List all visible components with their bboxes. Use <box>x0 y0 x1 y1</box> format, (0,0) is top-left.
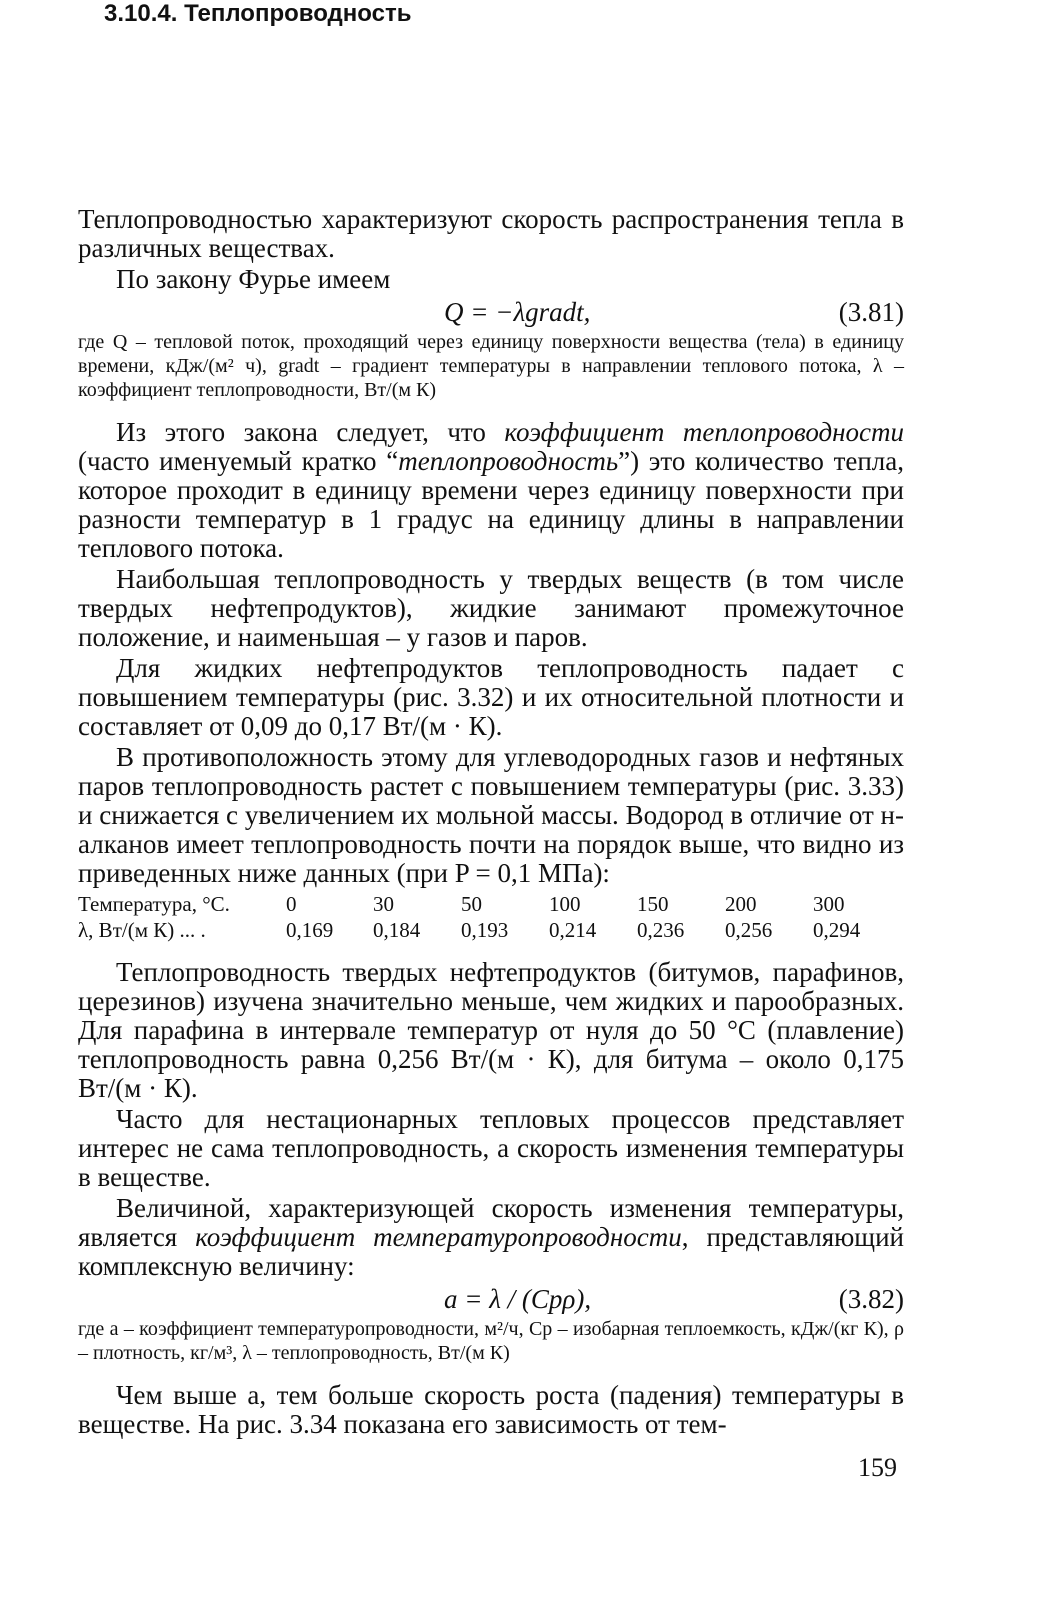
table-cell: 0,294 <box>813 918 861 942</box>
page-body <box>78 205 904 1439</box>
paragraph-liquids: Для жидких нефтепродуктов теплопроводность падает с повышением температуры (рис. 3.32) и их относительной плотности и составляет от 0,09 до 0,17 Вт/(м · К). <box>78 653 904 741</box>
formula-number: (3.81) <box>838 297 904 327</box>
paragraph-nonstationary: Часто для нестационарных тепловых процессов представляет интерес не сама теплопроводность, а скорость изменения температуры в веществе. <box>78 1104 904 1192</box>
row-label: Температура, °С. <box>78 892 230 916</box>
paragraph-solids: Наибольшая теплопроводность у твердых веществ (в том числе твердых нефтепродуктов), жидкие занимают промежуточное положение, и наименьшая – у газов и паров. <box>78 564 904 652</box>
paragraph-fourier: По закону Фурье имеем <box>116 264 391 294</box>
paragraph-diffusivity <box>78 1194 904 1281</box>
table-cell: 300 <box>813 892 845 916</box>
table-cell: 0,236 <box>637 918 685 942</box>
table-cell: 0 <box>286 892 297 916</box>
page-number: 159 <box>858 1453 897 1482</box>
formula-notes: где Q – тепловой поток, проходящий через единицу поверхности вещества (тела) в единицу времени, кДж/(м² ч), gradt – градиент температуры в направлении теплового потока, λ – коэффициент теплопроводности, Вт/(м К) <box>78 331 904 401</box>
table-cell: 100 <box>549 892 581 916</box>
section-title: 3.10.4. Теплопроводность <box>104 0 412 27</box>
table-cell: 0,184 <box>373 918 421 942</box>
text-run: , представляющий комплексную величину: <box>78 1222 904 1281</box>
row-label: λ, Вт/(м К) ... . <box>78 918 206 942</box>
text-run: ”) это количество тепла, которое проходит в единицу времени через единицу поверхности при разности температур в 1 градус на единицу длины в направлении теплового потока. <box>78 446 905 563</box>
table-row <box>78 918 904 944</box>
data-table <box>78 892 904 944</box>
term-italic: теплопроводность <box>398 446 619 476</box>
term-italic: коэффициент теплопроводности <box>504 417 905 447</box>
paragraph-intro: Теплопроводностью характеризуют скорость распространения тепла в различных веществах. <box>78 204 904 263</box>
table-cell: 200 <box>725 892 757 916</box>
table-cell: 30 <box>373 892 394 916</box>
formula-expression: Q = −λgradt, <box>444 297 591 327</box>
formula-expression: a = λ / (Cpρ), <box>444 1284 592 1314</box>
paragraph-definition <box>78 418 904 563</box>
table-cell: 150 <box>637 892 669 916</box>
paragraph-conclusion: Чем выше a, тем больше скорость роста (падения) температуры в веществе. На рис. 3.34 показана его зависимость от тем- <box>78 1380 904 1439</box>
text-run: (часто именуемый кратко “ <box>78 446 399 476</box>
formula-3-82 <box>78 1281 904 1317</box>
table-cell: 50 <box>461 892 482 916</box>
formula-notes: где a – коэффициент температуропроводности, м²/ч, Cp – изобарная теплоемкость, кДж/(кг К), ρ – плотность, кг/м³, λ – теплопроводность, Вт/(м К) <box>78 1318 904 1364</box>
text-run: Величиной, характеризующей скорость изменения температуры, является <box>78 1193 904 1252</box>
table-cell: 0,256 <box>725 918 773 942</box>
text-run: Из этого закона следует, что <box>116 417 505 447</box>
paragraph-solid-products: Теплопроводность твердых нефтепродуктов (битумов, парафинов, церезинов) изучена значительно меньше, чем жидких и парообразных. Для парафина в интервале температур от нуля до 50 °С (плавление) теплопроводность равна 0,256 Вт/(м · К), для битума – около 0,175 Вт/(м · К). <box>78 957 904 1103</box>
formula-3-81 <box>78 294 904 330</box>
table-cell: 0,169 <box>286 918 334 942</box>
term-italic: коэффициент температуропроводности <box>195 1222 682 1252</box>
table-row <box>78 892 904 918</box>
table-cell: 0,214 <box>549 918 597 942</box>
table-cell: 0,193 <box>461 918 509 942</box>
paragraph-gases: В противоположность этому для углеводородных газов и нефтяных паров теплопроводность растет с повышением температуры (рис. 3.33) и снижается с увеличением их мольной массы. Водород в отличие от н-алканов имеет теплопроводность почти на порядок выше, что видно из приведенных ниже данных (при P = 0,1 МПа): <box>78 742 904 888</box>
formula-number: (3.82) <box>838 1284 904 1314</box>
